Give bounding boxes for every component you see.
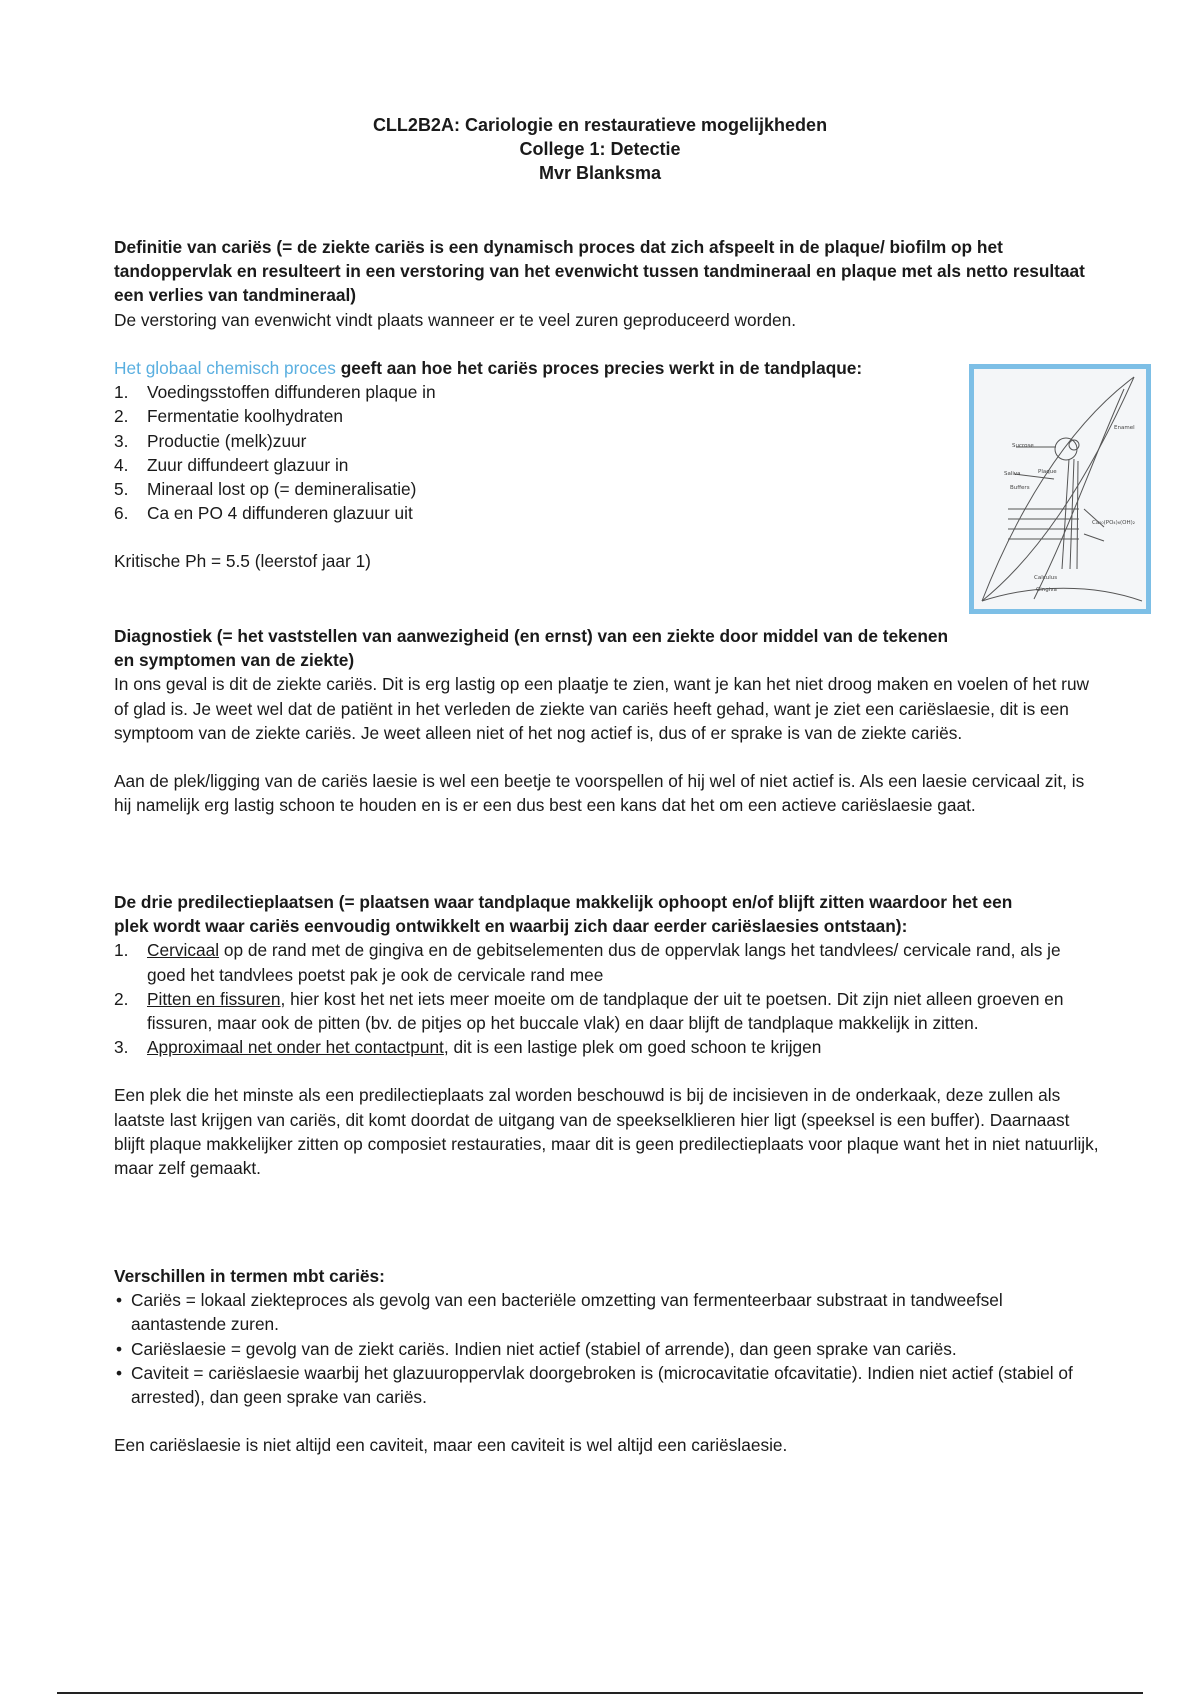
list-number: 3. bbox=[114, 430, 129, 451]
list-item bbox=[114, 1035, 1099, 1059]
list-item-term: Cervicaal bbox=[147, 940, 220, 961]
bullet: • bbox=[116, 1362, 123, 1383]
list-item bbox=[114, 987, 1099, 1035]
arrow-line bbox=[1070, 459, 1074, 569]
predilectie-section bbox=[114, 890, 1099, 1180]
document-author: Mvr Blanksma bbox=[538, 163, 662, 183]
predilectie-paragraph: Een plek die het minste als een predilectieplaats zal worden beschouwd is bij de incisieven in de onderkaak, deze zullen als laatste last krijgen van cariës, dit komt doordat de uitgang van de speekselklieren hier ligt (speeksel is een buffer). Daarnaast blijft plaque makkelijker zitten op composiet restauraties, maar dit is geen predilectieplaats voor plaque want het in niet natuurlijk, maar zelf gemaakt. bbox=[114, 1085, 1099, 1179]
figure-label-enamel: Enamel bbox=[1114, 425, 1135, 431]
list-item-term: Approximaal net onder het contactpunt bbox=[147, 1037, 444, 1058]
definition-section bbox=[114, 235, 1099, 332]
enamel-inner-line bbox=[982, 377, 1134, 601]
list-number: 4. bbox=[114, 454, 129, 475]
figure-label-sucrose: Sucrose bbox=[1012, 443, 1034, 449]
figure-label-plaque: Plaque bbox=[1038, 469, 1057, 475]
arrow-line bbox=[1077, 461, 1078, 569]
list-item bbox=[114, 404, 954, 428]
verschillen-section bbox=[114, 1264, 1099, 1457]
verschillen-list bbox=[114, 1288, 1099, 1409]
list-item bbox=[114, 1288, 1099, 1336]
gingiva-curve bbox=[982, 588, 1142, 601]
predilectie-heading: De drie predilectieplaatsen (= plaatsen waar tandplaque makkelijk ophoopt en/of blijft zitten waardoor het een plek wordt waar cariës eenvoudig ontwikkelt en waarbij zich daar eerder cariëslaesies ontstaan): bbox=[114, 892, 1013, 937]
list-item-text: Productie (melk)zuur bbox=[147, 430, 307, 451]
process-heading-rest: geeft aan hoe het cariës proces precies werkt in de tandplaque: bbox=[335, 358, 863, 378]
document-subtitle: College 1: Detectie bbox=[519, 139, 681, 159]
list-number: 2. bbox=[114, 406, 129, 427]
diagnostiek-heading: Diagnostiek (= het vaststellen van aanwezigheid (en ernst) van een ziekte door middel van de tekenen en symptomen van de ziekte) bbox=[114, 626, 949, 671]
list-item bbox=[114, 453, 954, 477]
list-item-text: Mineraal lost op (= demineralisatie) bbox=[147, 479, 417, 500]
tooth-diagram bbox=[974, 369, 1146, 609]
list-item bbox=[114, 501, 954, 525]
list-item bbox=[114, 380, 954, 404]
enamel-outline-line bbox=[982, 377, 1134, 601]
list-item bbox=[114, 1337, 1099, 1361]
process-steps bbox=[114, 380, 954, 525]
process-heading bbox=[114, 356, 954, 380]
arrow-line bbox=[1062, 459, 1069, 569]
list-item bbox=[114, 477, 954, 501]
figure-label-calculus: Calculus bbox=[1034, 575, 1058, 581]
list-item-text: , dit is een lastige plek om goed schoon te krijgen bbox=[443, 1037, 822, 1058]
bullet: • bbox=[116, 1290, 123, 1311]
verschillen-heading: Verschillen in termen mbt cariës: bbox=[114, 1266, 385, 1286]
list-item-text: Cariëslaesie = gevolg van de ziekt cariës. Indien niet actief (stabiel of arrende), dan geen sprake van cariës. bbox=[131, 1338, 957, 1359]
figure-label-saliva: Saliva bbox=[1004, 471, 1021, 477]
document-title: CLL2B2A: Cariologie en restauratieve mogelijkheden bbox=[372, 115, 828, 135]
list-item-text: Zuur diffundeert glazuur in bbox=[147, 454, 349, 475]
list-number: 6. bbox=[114, 503, 129, 524]
figure-label-buffers: Buffers bbox=[1010, 485, 1030, 491]
list-number: 3. bbox=[114, 1037, 129, 1058]
list-item bbox=[114, 1361, 1099, 1409]
list-number: 2. bbox=[114, 988, 129, 1009]
diagnostiek-paragraph: Aan de plek/ligging van de cariës laesie is wel een beetje te voorspellen of hij wel of niet actief is. Als een laesie cervicaal zit, is hij namelijk erg lastig schoon te houden en is er een dus best een kans dat het om een actieve cariëslaesie gaat. bbox=[114, 771, 1085, 816]
definition-heading: Definitie van cariës (= de ziekte cariës is een dynamisch proces dat zich afspeelt in de plaque/ biofilm op het tandoppervlak en resulteert in een verstoring van het evenwicht tussen tandmineraal en plaque met als netto resultaat een verlies van tandmineraal) bbox=[114, 237, 1085, 306]
process-section bbox=[114, 356, 954, 574]
footer-divider bbox=[57, 1692, 1143, 1694]
arrow-line bbox=[1084, 534, 1104, 541]
figure-label-formula: Ca₁₀(PO₄)₆(OH)₂ bbox=[1092, 520, 1135, 526]
plaque-line bbox=[1034, 389, 1124, 599]
list-item-term: Pitten en fissuren bbox=[147, 988, 281, 1009]
bullet: • bbox=[116, 1338, 123, 1359]
list-item-text: Cariës = lokaal ziekteproces als gevolg van een bacteriële omzetting van fermenteerbaar substraat in tandweefsel aantastende zuren. bbox=[131, 1290, 1003, 1335]
list-item bbox=[114, 938, 1099, 986]
list-item bbox=[114, 429, 954, 453]
list-number: 1. bbox=[114, 940, 129, 961]
list-number: 1. bbox=[114, 382, 129, 403]
diagnostiek-paragraph: In ons geval is dit de ziekte cariës. Dit is erg lastig op een plaatje te zien, want je kan het niet droog maken en voelen of het ruw of glad is. Je weet wel dat de patiënt in het verleden de ziekte van cariës heeft gehad, want je ziet een cariëslaesie, dit is een symptoom van de ziekte cariës. Je weet alleen niet of het nog actief is, dus of er sprake is van de ziekte cariës. bbox=[114, 674, 1090, 743]
list-item-text: Caviteit = cariëslaesie waarbij het glazuuroppervlak doorgebroken is (microcavitatie ofcavitatie). Indien niet actief (stabiel of arrested), dan geen sprake van cariës. bbox=[131, 1362, 1073, 1408]
document-header bbox=[0, 113, 1200, 185]
list-item-text: Ca en PO 4 diffunderen glazuur uit bbox=[147, 503, 413, 524]
definition-text: De verstoring van evenwicht vindt plaats wanneer er te veel zuren geproduceerd worden. bbox=[114, 309, 797, 330]
process-highlight: Het globaal chemisch proces bbox=[114, 358, 336, 378]
figure-label-gingiva: Gingiva bbox=[1036, 587, 1057, 593]
diagnostiek-section bbox=[114, 624, 1099, 817]
list-item-text: op de rand met de gingiva en de gebitselementen dus de oppervlak langs het tandvlees/ cervicale rand, als je goed het tandvlees poetst pak je ook de cervicale rand mee bbox=[147, 940, 1061, 985]
critical-ph: Kritische Ph = 5.5 (leerstof jaar 1) bbox=[114, 551, 371, 572]
predilectie-list bbox=[114, 938, 1099, 1059]
list-item-text: Voedingsstoffen diffunderen plaque in bbox=[147, 382, 436, 403]
verschillen-conclusion: Een cariëslaesie is niet altijd een caviteit, maar een caviteit is wel altijd een cariëslaesie. bbox=[114, 1435, 788, 1456]
list-item-text: Fermentatie koolhydraten bbox=[147, 406, 343, 427]
list-item-text: , hier kost het net iets meer moeite om de tandplaque der uit te poetsen. Dit zijn niet alleen groeven en fissuren, maar ook de pitten (bv. de pitjes op het buccale vlak) en daar blijft de tandplaque makkelijk in zitten. bbox=[147, 988, 1064, 1034]
list-number: 5. bbox=[114, 479, 129, 500]
caries-process-figure bbox=[969, 364, 1151, 614]
sucrose-circle bbox=[1055, 438, 1077, 460]
